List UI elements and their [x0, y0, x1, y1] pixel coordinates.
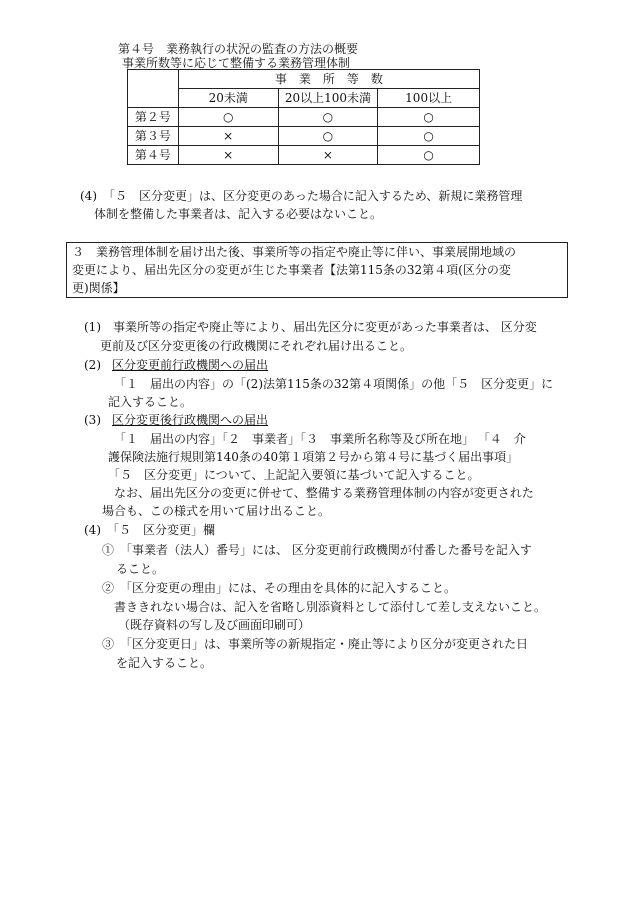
table-row — [128, 127, 480, 146]
item-line: 記入すること。 — [108, 395, 193, 409]
table-cell: × — [178, 127, 278, 146]
item-heading: (4) 「５ 区分変更」欄 — [84, 523, 215, 537]
table-cell: ○ — [278, 108, 378, 127]
table-cell: ○ — [378, 108, 480, 127]
column-header: 20未満 — [178, 89, 278, 108]
table-cell: ○ — [178, 108, 278, 127]
row-label: 第３号 — [128, 127, 179, 146]
table-header-row — [128, 70, 480, 89]
item-line: 場合も、この様式を用いて届け出ること。 — [102, 504, 331, 518]
item-heading: 区分変更前行政機関への届出 — [112, 358, 269, 372]
row-label: 第２号 — [128, 108, 179, 127]
sub-item-line: （既存資料の写し及び画面印刷可） — [118, 618, 311, 632]
column-header: 20以上100未満 — [278, 89, 378, 108]
item-line: 「１ 届出の内容」「２ 事業者」「３ 事業所名称等及び所在地」 「４ 介 — [114, 432, 526, 446]
item-heading: 区分変更後行政機関への届出 — [112, 413, 269, 427]
table-row — [128, 108, 480, 127]
table-group-header: 事 業 所 等 数 — [178, 70, 479, 89]
item-line: 更前及び区分変更後の行政機関にそれぞれ届け出ること。 — [100, 339, 413, 353]
sub-item-line: 書ききれない場合は、記入を省略し別添資料として添付して差し支えないこと。 — [114, 600, 547, 614]
table-column-row — [128, 89, 480, 108]
item-line: なお、届出先区分の変更に併せて、整備する業務管理体制の内容が変更された — [114, 486, 534, 500]
item-line: (1) 事業所等の指定や廃止等により、届出先区分に変更があった事業者は、 区分変 — [84, 320, 537, 334]
sub-item-line: ① 「事業者（法人）番号」には、 区分変更前行政機関が付番した番号を記入す — [102, 543, 532, 557]
table-cell: ○ — [378, 146, 480, 165]
management-system-table — [127, 69, 480, 165]
box-line: ３ 業務管理体制を届け出た後、事業所等の指定や廃止等に伴い、事業展開地域の — [72, 245, 517, 259]
item-number: (2) — [84, 358, 101, 372]
sub-item-line: ③ 「区分変更日」は、事業所等の新規指定・廃止等により区分が変更された日 — [102, 637, 529, 651]
table-corner-cell — [128, 70, 179, 108]
item-line: 「５ 区分変更」について、上記記入要領に基づいて記入すること。 — [108, 468, 480, 482]
box-line: 変更により、届出先区分の変更が生じた事業者【法第115条の32第４項(区分の変 — [72, 263, 511, 277]
item-line: 護保険法施行規則第140条の40第１項第２号から第４号に基づく届出事項」 — [108, 450, 519, 464]
table-cell: × — [178, 146, 278, 165]
sub-item-line: ② 「区分変更の理由」には、その理由を具体的に記入すること。 — [102, 581, 457, 595]
table-cell: × — [278, 146, 378, 165]
sub-item-line: を記入すること。 — [116, 656, 213, 670]
table-cell: ○ — [278, 127, 378, 146]
box-line: 更)関係】 — [72, 281, 125, 295]
row-label: 第４号 — [128, 146, 179, 165]
note-line: 体制を整備した事業者は、記入する必要はないこと。 — [94, 207, 383, 221]
item-number: (3) — [84, 413, 101, 427]
section-title: 第４号 業務執行の状況の監査の方法の概要 — [118, 42, 359, 56]
note-line: (4) 「５ 区分変更」は、区分変更のあった場合に記入するため、新規に業務管理 — [80, 189, 523, 203]
section-subtitle: 事業所数等に応じて整備する業務管理体制 — [122, 56, 351, 70]
table-cell: ○ — [378, 127, 480, 146]
item-line: 「１ 届出の内容」の「(2)法第115条の32第４項関係」の他「５ 区分変更」に — [114, 377, 554, 391]
sub-item-line: ること。 — [116, 562, 165, 576]
table-row — [128, 146, 480, 165]
column-header: 100以上 — [378, 89, 480, 108]
